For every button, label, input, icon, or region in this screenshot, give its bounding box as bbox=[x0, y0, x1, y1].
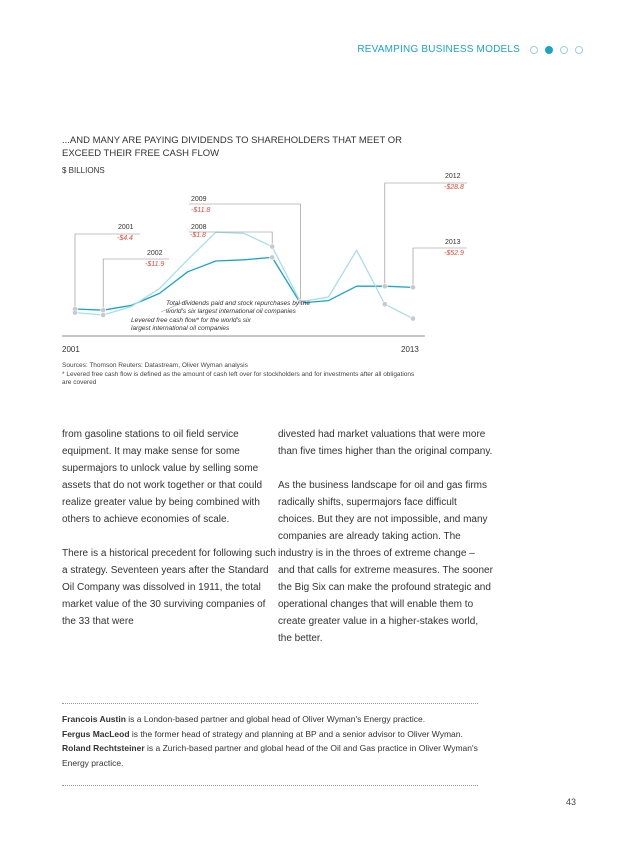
annotation-year: 2008 bbox=[191, 224, 207, 231]
gap-marker bbox=[270, 255, 275, 260]
author-description: is a Zurich-based partner and global head of the Oil and Gas practice in Oliver Wyman's Energy practice. bbox=[62, 743, 478, 768]
gap-marker bbox=[101, 308, 106, 313]
page-number: 43 bbox=[565, 797, 576, 807]
series-label-dividends: Total dividends paid and stock repurchases by the bbox=[166, 300, 310, 307]
annotation-year: 2002 bbox=[147, 250, 163, 257]
gap-marker bbox=[382, 284, 387, 289]
divider-bottom bbox=[62, 785, 478, 786]
chart-unit-label: $ BILLIONS bbox=[62, 166, 105, 175]
gap-marker bbox=[270, 244, 275, 249]
annotation-year: 2012 bbox=[445, 173, 461, 180]
paragraph: from gasoline stations to oil field service equipment. It may make sense for some supermajors to unlock value by selling some assets that do not work together or that could realize greater value by being combined with others to achieve economies of scale. bbox=[62, 429, 263, 525]
series-label-free-cash-flow: largest international oil companies bbox=[131, 325, 230, 332]
callout-leader bbox=[189, 204, 300, 302]
gap-marker bbox=[101, 312, 106, 317]
footnote-line: * Levered free cash flow is defined as the amount of cash left over for stockholders and for investments after all obligations are covered bbox=[62, 370, 415, 386]
body-column-right bbox=[278, 426, 494, 664]
author-description: is the former head of strategy and planning at BP and a senior advisor to Oliver Wyman. bbox=[129, 728, 463, 739]
author-bio bbox=[62, 712, 482, 727]
section-title: REVAMPING BUSINESS MODELS bbox=[357, 44, 520, 55]
annotation-value: -$11.9 bbox=[145, 261, 165, 268]
paragraph: There is a historical precedent for following such a strategy. Seventeen years after the Standard Oil Company was dissolved in 1911, the total market value of the 30 surviving companies of the 33 that were bbox=[62, 548, 276, 627]
author-name: Roland Rechtsteiner bbox=[62, 743, 145, 753]
x-axis-end-label: 2013 bbox=[401, 345, 419, 354]
series-label-free-cash-flow: Levered free cash flow* for the world's six bbox=[131, 317, 251, 324]
author-bio bbox=[62, 727, 482, 742]
gap-marker bbox=[72, 310, 77, 315]
body-column-left bbox=[62, 426, 278, 647]
gap-marker bbox=[410, 285, 415, 290]
annotation-value: -$4.4 bbox=[117, 235, 133, 242]
paragraph: As the business landscape for oil and gas firms radically shifts, supermajors face difficult choices. But they are not impossible, and many companies are already taking action. The industry is in the throes of extreme change – and that calls for extreme measures. The sooner the Big Six can make the profound strategic and operational changes that will enable them to create greater value in a higher-stakes world, the better. bbox=[278, 480, 493, 644]
gap-marker bbox=[410, 316, 415, 321]
annotation-year: 2009 bbox=[191, 196, 207, 203]
author-bios bbox=[62, 712, 482, 770]
callout-leader bbox=[75, 234, 140, 309]
annotation-value: -$28.8 bbox=[444, 184, 464, 191]
gap-marker bbox=[382, 302, 387, 307]
annotation-year: 2013 bbox=[445, 239, 461, 246]
annotation-value: -$11.8 bbox=[191, 207, 211, 214]
author-name: Francois Austin bbox=[62, 714, 126, 724]
series-label-dividends: world's six largest international oil companies bbox=[166, 308, 296, 315]
author-bio bbox=[62, 741, 482, 770]
author-description: is a London-based partner and global head of Oliver Wyman's Energy practice. bbox=[125, 714, 426, 724]
author-name: Fergus MacLeod bbox=[62, 728, 130, 739]
annotation-year: 2001 bbox=[118, 224, 134, 231]
chart-sources bbox=[62, 362, 422, 388]
x-axis-start-label: 2001 bbox=[62, 345, 80, 354]
sources-line: Sources: Thomson Reuters: Datastream, Oliver Wyman analysis bbox=[62, 362, 248, 369]
divider-top bbox=[62, 703, 478, 704]
callout-leader bbox=[385, 183, 467, 286]
chart-title: ...AND MANY ARE PAYING DIVIDENDS TO SHAREHOLDERS THAT MEET OR EXCEED THEIR FREE CASH FLOW bbox=[62, 135, 402, 159]
annotation-value: -$1.8 bbox=[190, 232, 206, 239]
annotation-value: -$52.9 bbox=[444, 250, 464, 257]
paragraph: divested had market valuations that were more than five times higher than the original company. bbox=[278, 429, 493, 457]
